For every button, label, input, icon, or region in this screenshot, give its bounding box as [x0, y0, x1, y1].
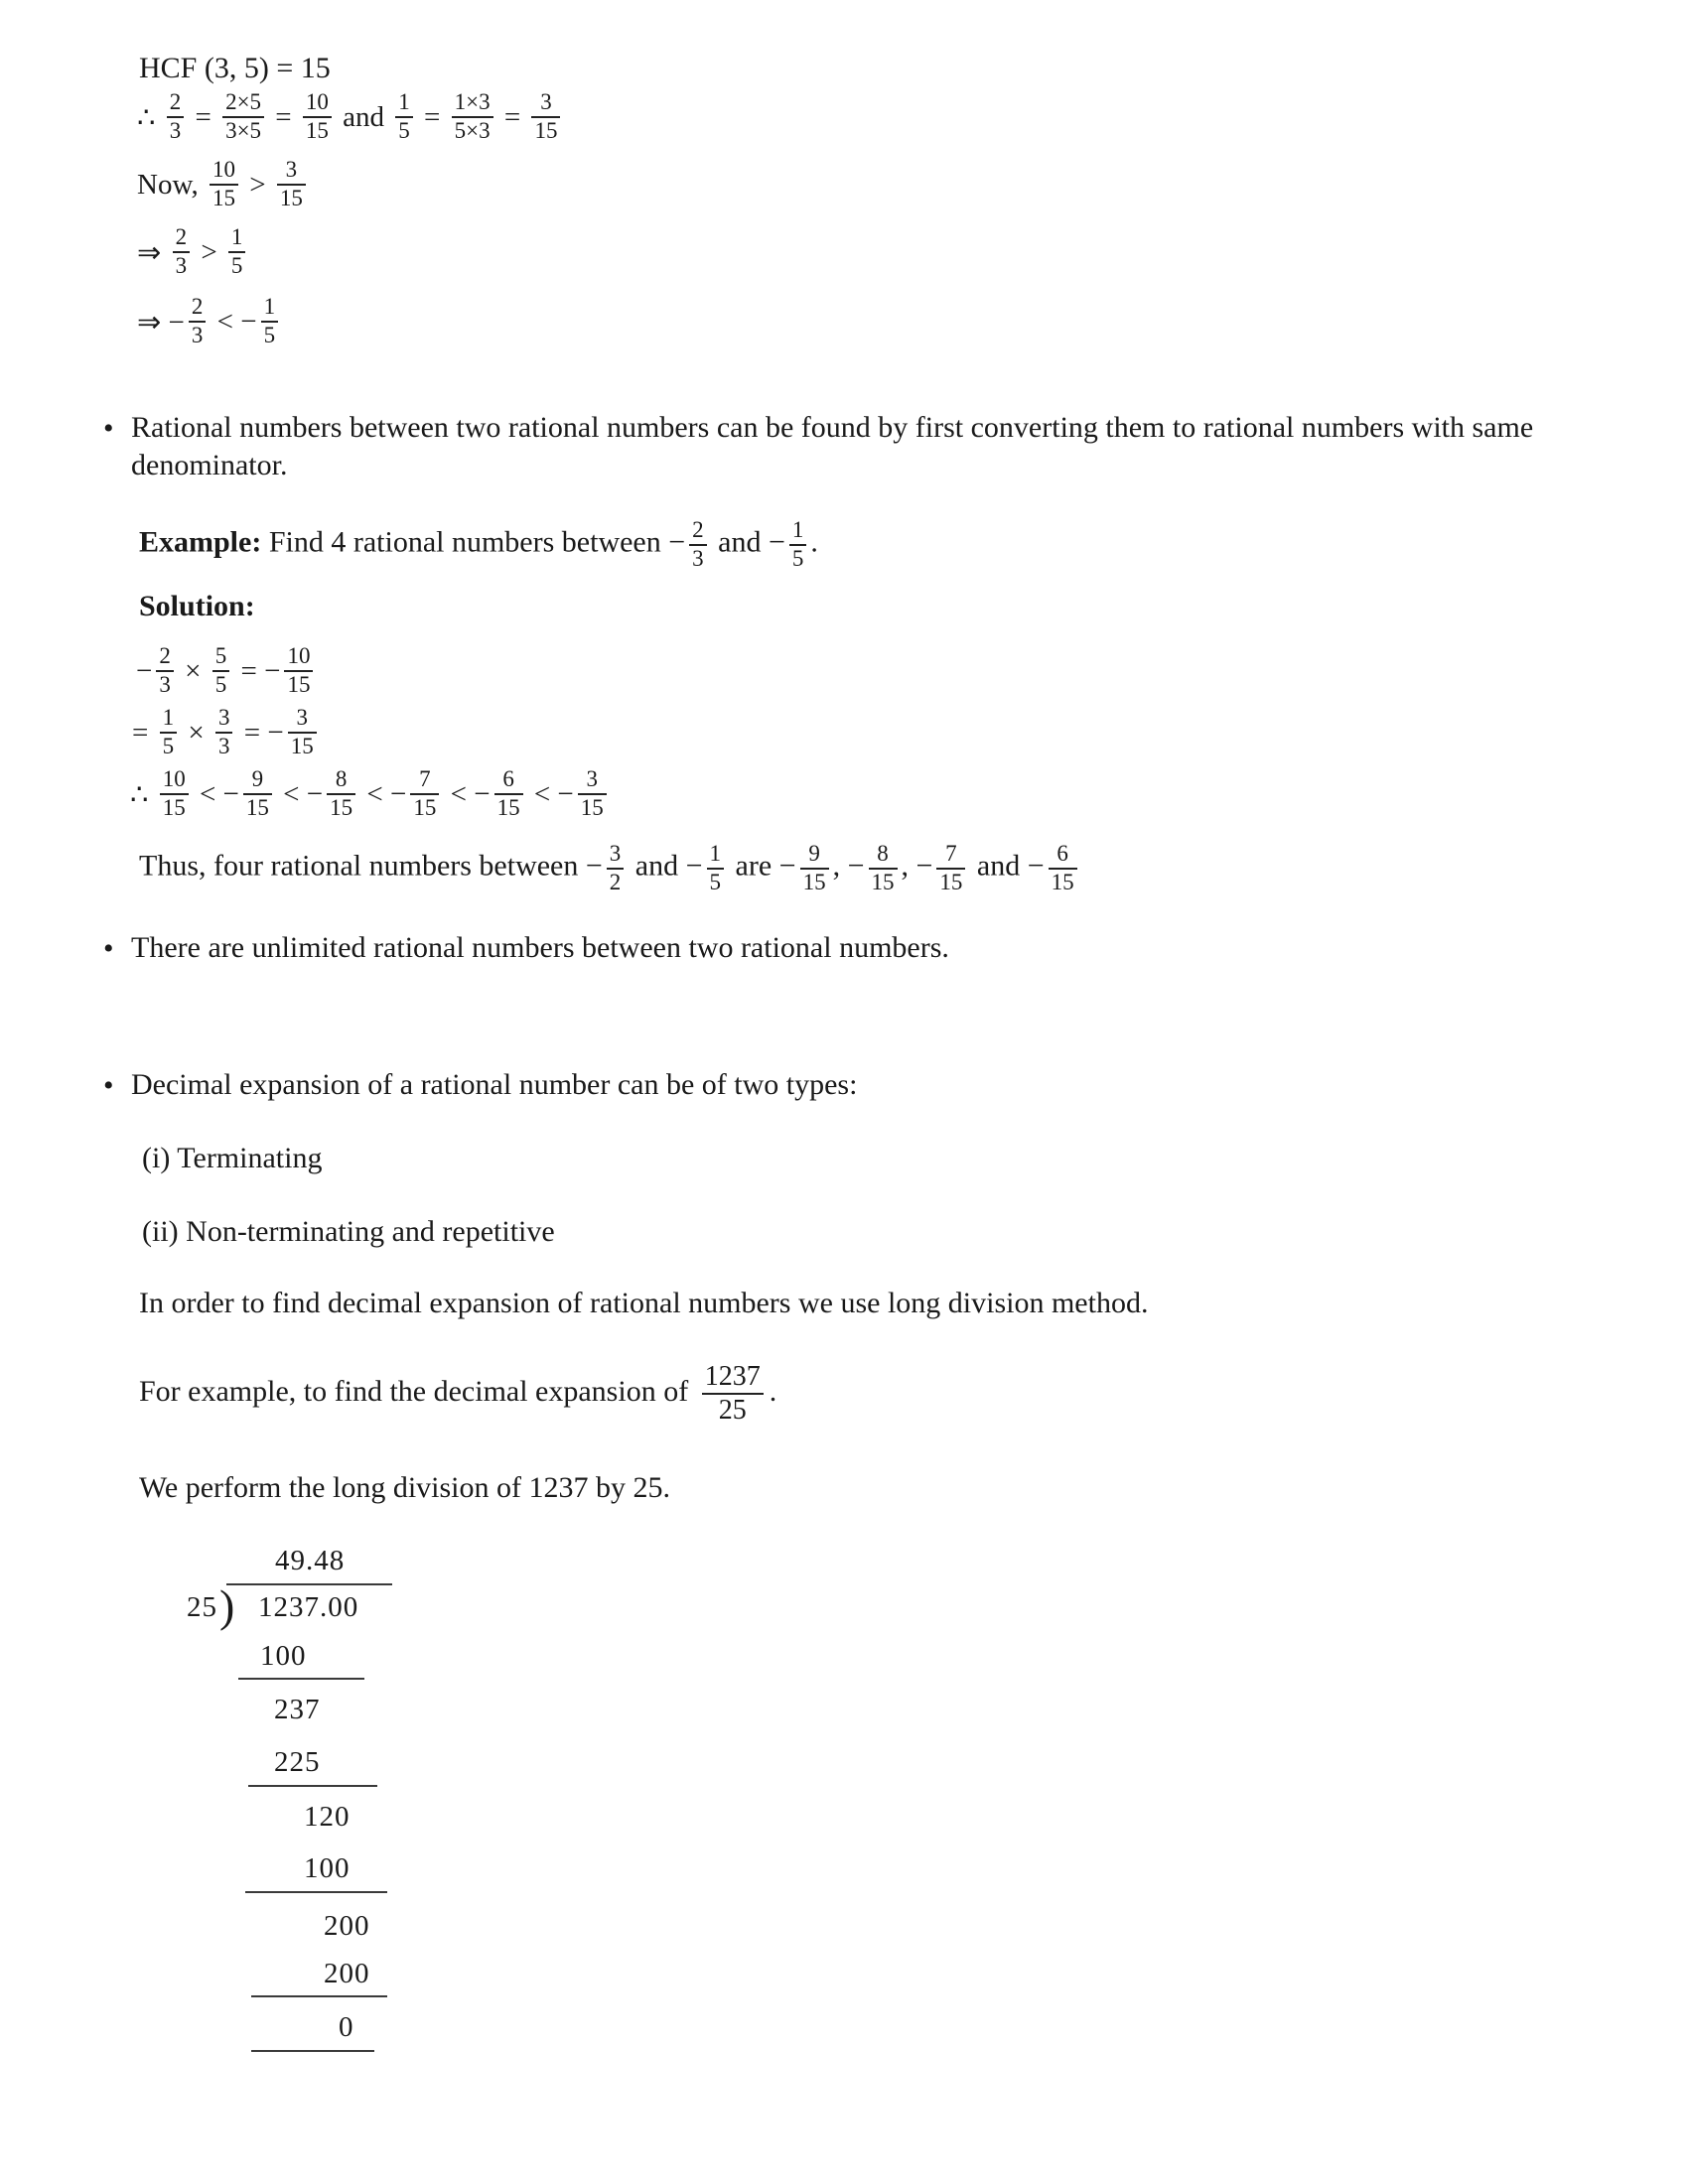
bullet-unlimited-rationals: • There are unlimited rational numbers between two rational numbers.: [131, 929, 1561, 967]
equation-implies-positive: [137, 224, 249, 280]
fraction: $\frac{10}{15}$: [303, 90, 332, 144]
division-step: 225: [274, 1746, 321, 1778]
division-remainder: 0: [339, 2011, 354, 2043]
solution-label: Solution:: [139, 590, 255, 622]
fraction: $\frac{10}{15}$: [160, 767, 189, 821]
math-text: = −: [233, 654, 281, 687]
solution-step-3: [130, 766, 611, 822]
long-division-intro: In order to find decimal expansion of rational numbers we use long division method.: [139, 1287, 1149, 1319]
thus-conclusion-line: [139, 842, 1081, 895]
equation-implies-negative: [137, 294, 282, 349]
math-text: Find 4 rational numbers between −: [268, 525, 686, 559]
math-text: and −: [710, 525, 785, 559]
fraction: $\frac{1\times 3}{5\times 3}$: [452, 90, 493, 144]
division-step: 100: [260, 1640, 307, 1672]
division-rule: [226, 1583, 392, 1585]
math-text: , −: [901, 849, 933, 883]
math-text: ∴: [137, 101, 163, 134]
division-dividend: 1237.00: [258, 1591, 359, 1623]
math-text: , −: [832, 849, 865, 883]
fraction: $\frac{2}{3}$: [173, 225, 191, 279]
fraction: $\frac{3}{3}$: [215, 706, 233, 759]
math-text: and −: [628, 849, 703, 883]
math-text: Now,: [137, 168, 207, 201]
fraction: $\frac{1}{5}$: [228, 225, 246, 279]
division-rule: [245, 1891, 387, 1893]
division-divisor: 25: [187, 1591, 217, 1623]
fraction: $\frac{3}{15}$: [578, 767, 607, 821]
division-quotient: 49.48: [275, 1545, 346, 1576]
fraction: $\frac{3}{2}$: [607, 842, 625, 895]
math-text: .: [769, 1375, 777, 1409]
hcf-line: HCF (3, 5) = 15: [139, 52, 331, 84]
equation-now-compare: [137, 157, 310, 212]
fraction: $\frac{7}{15}$: [936, 842, 965, 895]
bold-label: Example:: [139, 525, 269, 559]
math-text: ⇒: [137, 236, 169, 269]
fraction: $\frac{6}{15}$: [1049, 842, 1077, 895]
math-text: < −: [443, 777, 491, 810]
fraction: $\frac{9}{15}$: [800, 842, 829, 895]
fraction: $\frac{1}{5}$: [261, 295, 279, 348]
fraction: $\frac{8}{15}$: [327, 767, 355, 821]
fraction: $\frac{2}{3}$: [689, 518, 707, 572]
item-terminating: (i) Terminating: [142, 1142, 323, 1174]
we-perform-line: We perform the long division of 1237 by 25.: [139, 1471, 671, 1504]
fraction: $\frac{9}{15}$: [243, 767, 272, 821]
long-division: [0, 1539, 516, 2095]
math-text: < −: [526, 777, 574, 810]
fraction: $\frac{1}{5}$: [395, 90, 413, 144]
math-text: =: [496, 100, 528, 133]
math-text: −: [136, 654, 153, 687]
math-text: =: [132, 716, 156, 749]
math-text: ×: [181, 716, 211, 749]
fraction: $\frac{2}{3}$: [189, 295, 207, 348]
equation-equivalent-fractions: [137, 89, 564, 145]
fraction: $\frac{10}{15}$: [284, 644, 313, 698]
math-text: and: [335, 100, 392, 133]
fraction: $\frac{1237}{25}$: [702, 1362, 764, 1426]
math-text: are −: [728, 849, 796, 883]
fraction: $\frac{2}{3}$: [156, 644, 174, 698]
math-text: ×: [177, 654, 209, 687]
fraction: $\frac{6}{15}$: [494, 767, 523, 821]
solution-step-1: [136, 643, 317, 699]
example-line: [139, 518, 818, 572]
bullet-decimal-expansion: • Decimal expansion of a rational number can be of two types:: [131, 1066, 1561, 1104]
division-step: 200: [324, 1958, 370, 1989]
math-text: =: [268, 100, 299, 133]
fraction: $\frac{1}{5}$: [789, 518, 807, 572]
fraction: $\frac{8}{15}$: [869, 842, 898, 895]
fraction: $\frac{5}{5}$: [212, 644, 230, 698]
fraction: $\frac{10}{15}$: [210, 158, 238, 211]
math-text: For example, to find the decimal expansion of: [139, 1375, 696, 1409]
math-text: ⇒ −: [137, 306, 185, 339]
fraction: $\frac{2\times 5}{3\times 5}$: [222, 90, 264, 144]
fraction: $\frac{3}{15}$: [277, 158, 306, 211]
fraction: $\frac{1}{5}$: [707, 842, 725, 895]
math-text: >: [242, 168, 273, 201]
math-text: ∴: [130, 778, 156, 811]
division-rule: [251, 2050, 374, 2052]
bullet-rational-between: • Rational numbers between two rational numbers can be found by first converting them to rational numbers with same denominator.: [131, 409, 1561, 484]
for-example-line: [139, 1362, 776, 1426]
math-text: .: [810, 525, 818, 559]
fraction: $\frac{3}{15}$: [288, 706, 317, 759]
division-step: 100: [304, 1852, 351, 1884]
math-text: >: [194, 235, 224, 268]
division-step: 200: [324, 1910, 370, 1942]
division-bracket: ): [219, 1580, 235, 1631]
math-text: and −: [969, 849, 1045, 883]
fraction: $\frac{2}{3}$: [167, 90, 185, 144]
math-text: < −: [359, 777, 407, 810]
math-text: < −: [210, 305, 257, 338]
division-rule: [248, 1785, 377, 1787]
math-text: < −: [192, 777, 239, 810]
math-text: Thus, four rational numbers between −: [139, 849, 603, 883]
division-step: 237: [274, 1694, 321, 1725]
math-text: =: [188, 100, 219, 133]
fraction: $\frac{3}{15}$: [531, 90, 560, 144]
math-text: =: [416, 100, 448, 133]
division-step: 120: [304, 1801, 351, 1833]
fraction: $\frac{1}{5}$: [160, 706, 178, 759]
solution-step-2: [132, 705, 321, 760]
fraction: $\frac{7}{15}$: [410, 767, 439, 821]
division-rule: [251, 1995, 387, 1997]
division-rule: [238, 1678, 364, 1680]
item-non-terminating: (ii) Non-terminating and repetitive: [142, 1215, 555, 1248]
math-text: = −: [236, 716, 284, 749]
math-text: < −: [275, 777, 324, 810]
